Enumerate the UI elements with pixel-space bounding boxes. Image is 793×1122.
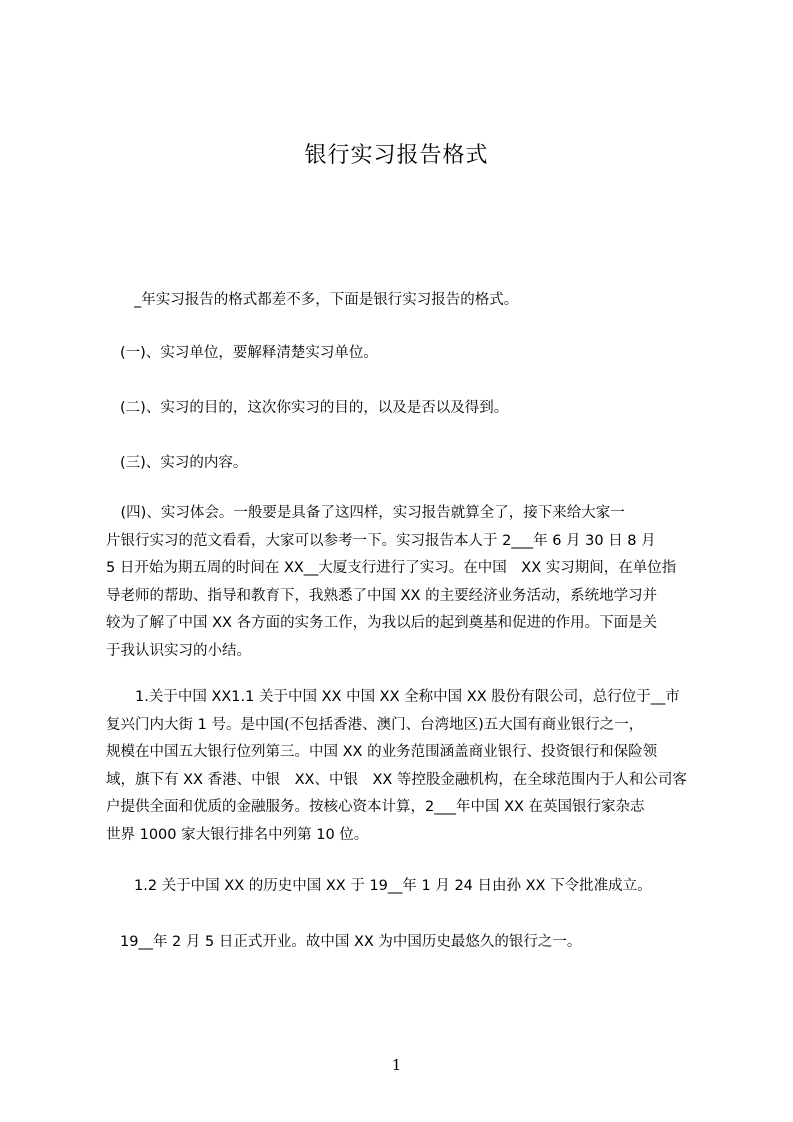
paragraph-section-3: (三)、实习的内容。 (120, 455, 248, 471)
paragraph-bank-history: 1.2 关于中国 XX 的历史中国 XX 于 19__年 1 月 24 日由孙 XX 下令批准成立。 (134, 878, 652, 894)
paragraph-line: 5 日开始为期五周的时间在 XX__大厦支行进行了实习。在中国 XX 实习期间，在单位指 (106, 560, 677, 577)
paragraph-line: 导老师的帮助、指导和教育下，我熟悉了中国 XX 的主要经济业务活动，系统地学习并 (106, 587, 658, 604)
paragraph-line: 户提供全面和优质的金融服务。按核心资本计算，2___年中国 XX 在英国银行家杂志 (106, 799, 645, 816)
page-number: 1 (391, 1056, 402, 1074)
paragraph-line: 1.关于中国 XX1.1 关于中国 XX 中国 XX 全称中国 XX 股份有限公司，总行位于__市 (106, 689, 680, 705)
paragraph-line: 世界 1000 家大银行排名中列第 10 位。 (106, 826, 369, 843)
paragraph-line: 域，旗下有 XX 香港、中银 XX、中银 XX 等控股金融机构，在全球范围内于人和公司客 (106, 771, 687, 788)
paragraph-line: 复兴门内大街 1 号。是中国(不包括香港、澳门、台湾地区)五大国有商业银行之一， (106, 716, 644, 733)
paragraph-section-1: (一)、实习单位，要解释清楚实习单位。 (120, 345, 378, 361)
paragraph-line: (四)、实习体会。一般要是具备了这四样，实习报告就算全了，接下来给大家一 (106, 505, 625, 521)
paragraph-bank-overview (106, 684, 700, 850)
paragraph-section-2: (二)、实习的目的，这次你实习的目的，以及是否以及得到。 (120, 400, 509, 416)
paragraph-line: 于我认识实习的小结。 (106, 642, 251, 659)
paragraph-line: 规模在中国五大银行位列第三。中国 XX 的业务范围涵盖商业银行、投资银行和保险领 (106, 744, 658, 761)
document-title: 银行实习报告格式 (304, 143, 489, 168)
paragraph-section-4 (106, 500, 700, 666)
paragraph-bank-opening: 19__年 2 月 5 日正式开业。故中国 XX 为中国历史最悠久的银行之一。 (120, 934, 582, 950)
paragraph-intro: _年实习报告的格式都差不多，下面是银行实习报告的格式。 (134, 292, 519, 308)
paragraph-line: 较为了解了中国 XX 各方面的实务工作，为我以后的起到奠基和促进的作用。下面是关 (106, 615, 658, 632)
paragraph-line: 片银行实习的范文看看，大家可以参考一下。实习报告本人于 2___年 6 月 30 日 8 月 (106, 532, 656, 549)
